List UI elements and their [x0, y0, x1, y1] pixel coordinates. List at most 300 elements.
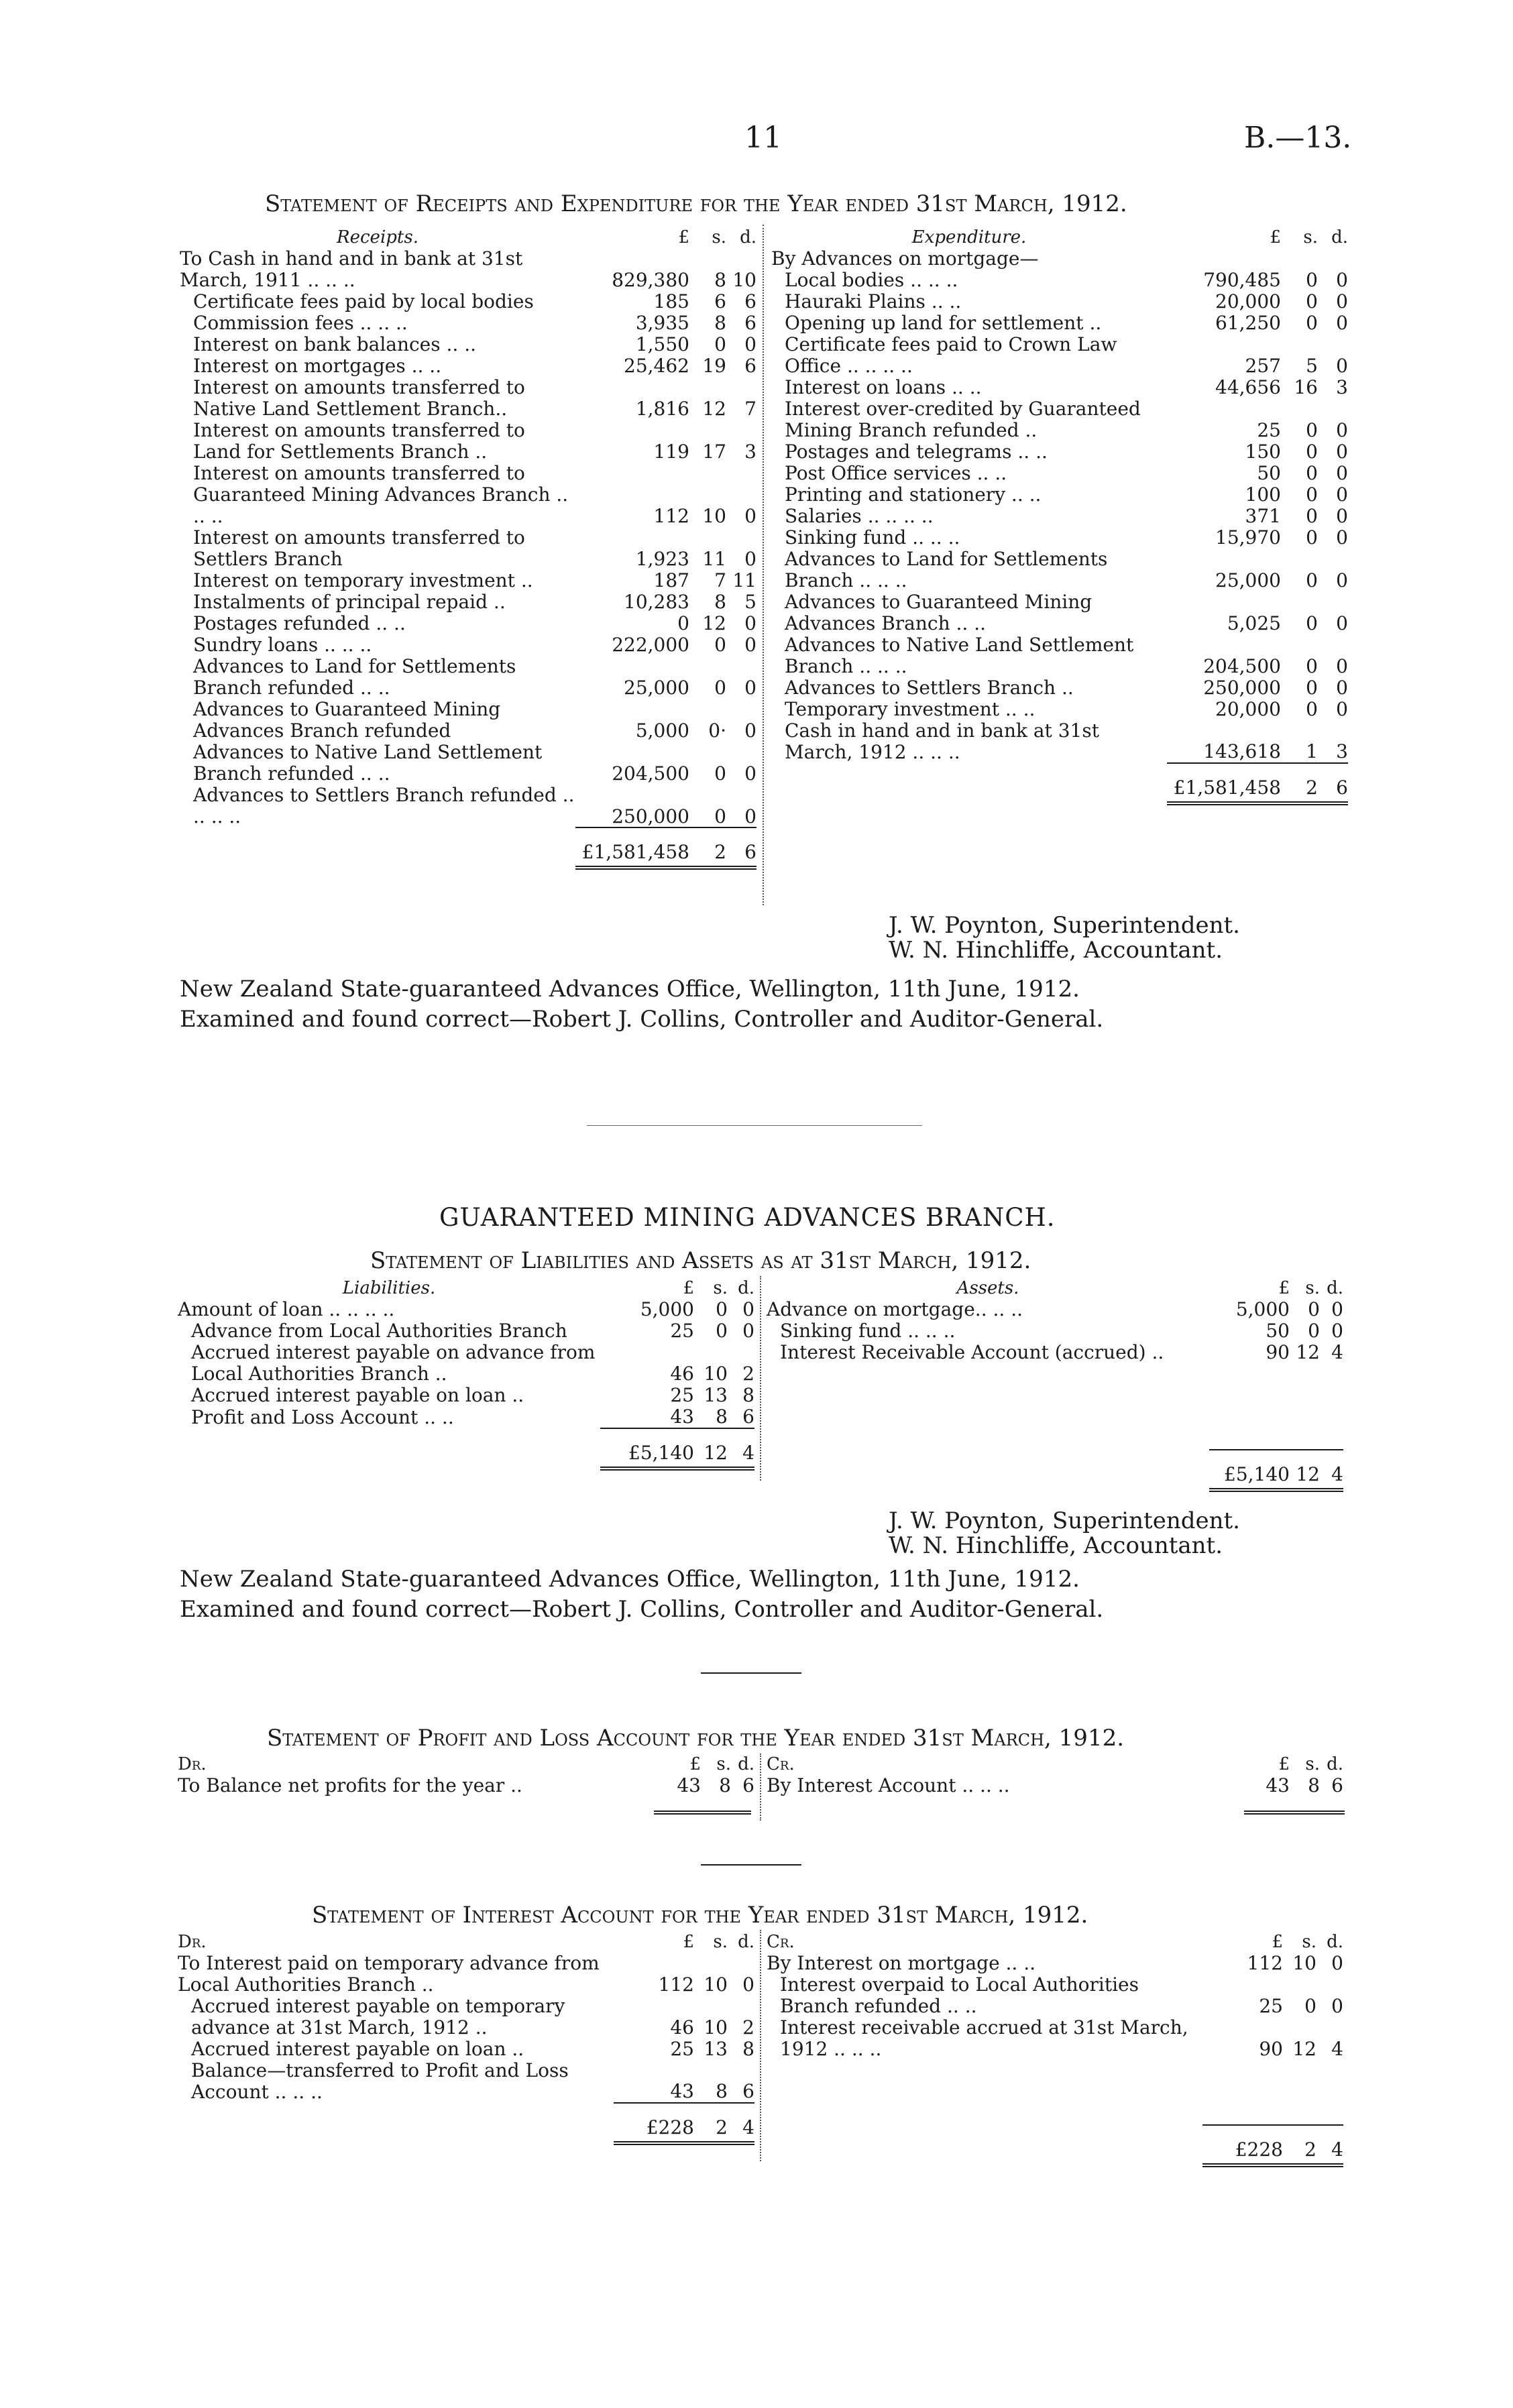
expenditure-heading: Expenditure. [911, 227, 1027, 247]
row-shillings: 0 [1306, 462, 1318, 484]
table-row [180, 377, 756, 420]
table-row [771, 441, 1348, 463]
total-row [767, 2125, 1343, 2165]
row-pence: 0 [1336, 290, 1348, 312]
row-pence: 0 [1336, 483, 1348, 506]
table-row [180, 420, 756, 463]
total-row [178, 2103, 754, 2143]
row-pence: 0 [744, 720, 756, 742]
row-description: Post Office services .. .. [785, 462, 1007, 484]
row-pence: 0 [1336, 269, 1348, 291]
row-shillings: 12 [1292, 2038, 1316, 2060]
row-pounds [1167, 248, 1281, 270]
table-row [178, 1953, 754, 1996]
row-description: Interest overpaid to Local Authorities Branch refunded .. .. [780, 1973, 1139, 2017]
row-pounds: 187 [653, 569, 689, 591]
row-description: Interest on temporary investment .. [193, 569, 533, 591]
profit-loss-title: Statement of Profit and Loss Account for the Year ended 31st March, 1912. [267, 1725, 1125, 1752]
row-shillings: 0 [1306, 441, 1318, 463]
row-description: Interest on amounts transferred to Land for Settlements Branch .. [193, 419, 525, 463]
row-pence: 0 [1336, 655, 1348, 677]
table-row [180, 613, 756, 634]
row-pence: 7 [744, 398, 756, 420]
penny-header: d. [1331, 227, 1348, 247]
liabilities-heading: Liabilities. [342, 1278, 436, 1298]
penny-header: d. [738, 1932, 754, 1952]
cr-label: Cr. [767, 1754, 795, 1774]
table-row [180, 248, 756, 291]
row-pence: 4 [1331, 1341, 1343, 1363]
row-description: Local bodies .. .. .. [785, 269, 958, 291]
row-pounds: 0 [677, 612, 689, 634]
spacer-row [767, 2060, 1343, 2125]
table-row [180, 334, 756, 355]
total-spacer [771, 763, 1167, 803]
row-shillings: 0 [714, 333, 726, 355]
table-row [767, 1775, 1343, 1796]
table-row [771, 312, 1348, 334]
row-shillings: 6 [714, 290, 726, 312]
row-shillings: 0 [1306, 419, 1318, 441]
table-row [771, 270, 1348, 291]
shilling-header: s. [713, 1278, 728, 1298]
pound-header: £ [683, 1932, 694, 1952]
row-pence: 0 [744, 505, 756, 527]
row-pence: 2 [742, 2016, 754, 2039]
row-pounds: 44,656 [1215, 376, 1281, 398]
row-shillings: 0 [714, 805, 726, 827]
row-pounds: 46 [670, 2016, 694, 2039]
table-row [767, 1974, 1343, 2017]
row-shillings: 10 [704, 1973, 728, 1996]
row-pounds: 1,923 [635, 548, 689, 570]
total-shillings: 12 [694, 1428, 728, 1469]
table-row [771, 677, 1348, 699]
row-pence: 0 [1336, 462, 1348, 484]
section-divider [701, 1672, 801, 1674]
row-shillings: 13 [704, 2038, 728, 2060]
row-pounds: 790,485 [1203, 269, 1281, 291]
spacer-cell [767, 1428, 1343, 1450]
table-row [178, 2039, 754, 2060]
row-description: Interest on mortgages .. .. [193, 355, 442, 377]
profit-loss-dr-table [178, 1754, 754, 1796]
profit-loss-cr-table [767, 1754, 1343, 1796]
table-row [771, 484, 1348, 506]
column-divider [763, 225, 764, 905]
table-row [767, 2017, 1343, 2060]
spacer-cell [767, 1406, 1343, 1428]
row-shillings: 13 [704, 1384, 728, 1406]
pound-header: £ [1278, 1754, 1290, 1774]
table-row [771, 248, 1348, 270]
row-pence: 6 [744, 290, 756, 312]
row-pounds: 43 [677, 1774, 701, 1796]
section-divider [701, 1864, 801, 1866]
row-description: By Interest Account .. .. .. [767, 1774, 1010, 1796]
row-pounds: 222,000 [612, 634, 689, 656]
row-pence: 0 [1331, 1995, 1343, 2017]
row-shillings: 10 [702, 505, 726, 527]
row-pence: 0 [1336, 419, 1348, 441]
row-shillings: 1 [1306, 740, 1318, 762]
row-shillings: 10 [1292, 1952, 1316, 1974]
table-row [178, 2060, 754, 2103]
row-pence: 6 [1331, 1774, 1343, 1796]
table-row [180, 591, 756, 613]
row-shillings: 8 [719, 1774, 731, 1796]
table-row [771, 634, 1348, 677]
row-pence: 0 [744, 634, 756, 656]
row-description: Accrued interest payable on loan .. [191, 1384, 524, 1406]
row-shillings: 8 [716, 2080, 728, 2102]
row-description: Accrued interest payable on loan .. [191, 2038, 524, 2060]
table-row [771, 506, 1348, 527]
row-pence: 0 [1336, 677, 1348, 699]
row-shillings [1281, 248, 1318, 270]
shilling-header: s. [1303, 227, 1318, 247]
row-shillings: 5 [1306, 355, 1318, 377]
table-row [178, 1385, 754, 1406]
liabilities-assets-title: Statement of Liabilities and Assets as at 31st March, 1912. [370, 1247, 1031, 1274]
row-shillings: 0 [1306, 483, 1318, 506]
row-description: Accrued interest payable on advance from Local Authorities Branch .. [191, 1341, 596, 1385]
row-shillings: 0 [1306, 526, 1318, 549]
row-pounds: 112 [653, 505, 689, 527]
table-row [180, 355, 756, 377]
row-description: To Balance net profits for the year .. [178, 1774, 522, 1796]
row-pence: 0 [744, 612, 756, 634]
total-spacer [178, 1428, 600, 1469]
pound-header: £ [1278, 1278, 1290, 1298]
row-description: Advances to Land for Settlements Branch .. .. .. [785, 548, 1108, 591]
total-pence: 4 [728, 2103, 754, 2143]
row-description: Printing and stationery .. .. [785, 483, 1042, 506]
row-pounds: 250,000 [612, 805, 689, 827]
row-pounds: 10,283 [624, 591, 689, 613]
row-description: By Interest on mortgage .. .. [767, 1952, 1036, 1974]
row-description: Postages and telegrams .. .. [785, 441, 1048, 463]
table-row [771, 398, 1348, 441]
row-description: Certificate fees paid to Crown Law Office .. .. .. .. [785, 333, 1117, 377]
expenditure-table [771, 227, 1348, 805]
spacer-row [767, 1406, 1343, 1428]
row-description: To Cash in hand and in bank at 31st March, 1911 .. .. .. [180, 247, 523, 291]
row-description: Interest Receivable Account (accrued) .. [780, 1341, 1164, 1363]
row-shillings: 0 [1308, 1298, 1320, 1320]
row-description: Balance—transferred to Profit and Loss Account .. .. .. [191, 2059, 569, 2103]
row-pence: 0 [1336, 569, 1348, 591]
row-pence: 0 [1336, 505, 1348, 527]
total-spacer [178, 2103, 614, 2143]
row-pounds: 257 [1245, 355, 1281, 377]
total-spacer [767, 2125, 1202, 2165]
shilling-header: s. [1305, 1754, 1320, 1774]
pound-header: £ [1270, 227, 1281, 247]
table-row [180, 527, 756, 570]
penny-header: d. [740, 227, 756, 247]
total-shillings: 2 [1281, 763, 1318, 803]
table-row [767, 1342, 1343, 1363]
row-pence: 4 [1331, 2038, 1343, 2060]
total-shillings: 12 [1290, 1450, 1320, 1490]
row-description: Sundry loans .. .. .. [193, 634, 372, 656]
total-rule [654, 1811, 751, 1815]
total-pounds: £5,140 [1209, 1450, 1290, 1490]
row-pence: 11 [732, 569, 756, 591]
total-pence: 6 [726, 827, 756, 868]
table-row [178, 1320, 754, 1342]
row-pounds: 25 [670, 2038, 694, 2060]
table-row [771, 527, 1348, 549]
row-pounds: 90 [1266, 1341, 1290, 1363]
shilling-header: s. [1305, 1278, 1320, 1298]
table-row [767, 1320, 1343, 1342]
total-pence: 6 [1318, 763, 1348, 803]
row-description: Advances to Guaranteed Mining Advances Branch refunded [193, 698, 501, 742]
row-pence: 5 [744, 591, 756, 613]
total-pounds: £228 [614, 2103, 694, 2143]
penny-header: d. [1327, 1932, 1343, 1952]
dr-label: Dr. [178, 1932, 207, 1952]
row-description: Interest on amounts transferred to Guaranteed Mining Advances Branch .. .. .. [193, 462, 569, 527]
row-shillings: 10 [704, 2016, 728, 2039]
table-row [180, 291, 756, 312]
row-shillings: 12 [1296, 1341, 1320, 1363]
row-pounds: 46 [670, 1363, 694, 1385]
row-pounds: 20,000 [1215, 290, 1281, 312]
table-row [180, 742, 756, 785]
row-pence: 0 [744, 548, 756, 570]
total-shillings: 2 [689, 827, 726, 868]
row-pounds: 3,935 [635, 312, 689, 334]
total-row [178, 1428, 754, 1469]
row-description: To Interest paid on temporary advance from Local Authorities Branch .. [178, 1952, 600, 1996]
table-row [180, 312, 756, 334]
row-description: Sinking fund .. .. .. [785, 526, 960, 549]
document-reference: B.—13. [1244, 121, 1352, 155]
table-row [771, 699, 1348, 720]
row-shillings: 17 [702, 441, 726, 463]
table-row [771, 591, 1348, 634]
table-row [180, 656, 756, 699]
assets-table [767, 1277, 1343, 1492]
row-description: Interest on amounts transferred to Settlers Branch [193, 526, 525, 570]
row-description: Hauraki Plains .. .. [785, 290, 962, 312]
row-shillings: 8 [1308, 1774, 1320, 1796]
row-shillings: 0 [1306, 655, 1318, 677]
row-description: Certificate fees paid by local bodies [193, 290, 534, 312]
total-pounds: £1,581,458 [1167, 763, 1281, 803]
row-pounds: 50 [1266, 1320, 1290, 1342]
row-description: Advances to Settlers Branch .. [785, 677, 1074, 699]
row-pence: 3 [1336, 376, 1348, 398]
row-pounds: 25 [670, 1320, 694, 1342]
penny-header: d. [1327, 1754, 1343, 1774]
row-description: Advances to Settlers Branch refunded .. .. .. .. [193, 784, 575, 827]
cr-label: Cr. [767, 1932, 795, 1952]
row-pounds: 25 [1257, 419, 1281, 441]
row-pounds: 61,250 [1215, 312, 1281, 334]
row-shillings: 0 [1306, 312, 1318, 334]
row-description: Advances to Land for Settlements Branch refunded .. .. [193, 655, 516, 699]
row-pounds: 185 [653, 290, 689, 312]
row-pounds: 43 [670, 1406, 694, 1428]
total-pounds: £1,581,458 [575, 827, 689, 868]
table-row [178, 1299, 754, 1320]
row-description: Interest over-credited by Guaranteed Mining Branch refunded .. [785, 398, 1141, 441]
row-pounds: 150 [1245, 441, 1281, 463]
table-row [180, 699, 756, 742]
spacer-cell [767, 1363, 1343, 1385]
row-pence: 0 [742, 1973, 754, 1996]
pound-header: £ [683, 1278, 694, 1298]
spacer-row [767, 1363, 1343, 1385]
table-row [771, 334, 1348, 377]
row-description: Opening up land for settlement .. [785, 312, 1102, 334]
table-row [178, 1996, 754, 2039]
row-pounds: 25 [670, 1384, 694, 1406]
row-description: Accrued interest payable on temporary advance at 31st March, 1912 .. [191, 1995, 565, 2039]
row-pence: 10 [732, 269, 756, 291]
receipts-heading: Receipts. [337, 227, 418, 247]
column-divider [760, 1930, 761, 2161]
row-pence: 0 [1336, 312, 1348, 334]
row-shillings: 8 [714, 591, 726, 613]
dr-label: Dr. [178, 1754, 207, 1774]
row-pounds: 143,618 [1203, 740, 1281, 762]
row-shillings: 0 [714, 762, 726, 785]
total-row [767, 1450, 1343, 1490]
row-description: Advance on mortgage.. .. .. [767, 1298, 1023, 1320]
mining-branch-heading: GUARANTEED MINING ADVANCES BRANCH. [439, 1203, 1056, 1232]
shilling-header: s. [716, 1754, 731, 1774]
total-shillings: 2 [694, 2103, 728, 2143]
pound-header: £ [1272, 1932, 1283, 1952]
signature-superintendent: J. W. Poynton, Superintendent. [889, 1507, 1240, 1534]
row-pounds: 371 [1245, 505, 1281, 527]
row-pounds: 119 [653, 441, 689, 463]
row-description: Advances to Native Land Settlement Branch refunded .. .. [193, 741, 543, 785]
table-row [178, 1775, 754, 1796]
pound-header: £ [678, 227, 689, 247]
column-divider [760, 1754, 761, 1821]
row-shillings: 11 [702, 548, 726, 570]
office-line: New Zealand State-guaranteed Advances Office, Wellington, 11th June, 1912. [180, 976, 1080, 1002]
row-description: Interest on loans .. .. [785, 376, 982, 398]
assets-heading: Assets. [956, 1278, 1019, 1298]
row-pence: 6 [742, 2080, 754, 2102]
row-shillings: 10 [704, 1363, 728, 1385]
row-description: Postages refunded .. .. [193, 612, 406, 634]
signature-accountant: W. N. Hinchliffe, Accountant. [889, 1532, 1223, 1559]
row-pence: 0 [744, 805, 756, 827]
section-divider [587, 1125, 922, 1126]
row-shillings: 0 [1306, 290, 1318, 312]
row-pounds: 25,000 [624, 677, 689, 699]
penny-header: d. [738, 1278, 754, 1298]
table-row [771, 377, 1348, 398]
row-pounds: 15,970 [1215, 526, 1281, 549]
spacer-row [767, 1385, 1343, 1406]
row-pounds: 1,550 [635, 333, 689, 355]
row-pence: 2 [742, 1363, 754, 1385]
total-pence: 4 [728, 1428, 754, 1469]
row-pence: 0 [744, 677, 756, 699]
row-pence: 0 [1331, 1298, 1343, 1320]
row-description: Temporary investment .. .. [785, 698, 1035, 720]
row-pence: 0 [742, 1320, 754, 1342]
table-row [180, 634, 756, 656]
row-shillings: 0 [1306, 612, 1318, 634]
row-description: Interest on amounts transferred to Native Land Settlement Branch.. [193, 376, 525, 420]
row-pounds: 5,000 [1235, 1298, 1290, 1320]
row-shillings: 0 [1306, 505, 1318, 527]
row-pounds: 25,462 [624, 355, 689, 377]
row-description: Interest on bank balances .. .. [193, 333, 477, 355]
row-pence: 0 [1336, 526, 1348, 549]
row-pence: 3 [744, 441, 756, 463]
total-shillings: 2 [1283, 2125, 1316, 2165]
examined-line: Examined and found correct—Robert J. Collins, Controller and Auditor-General. [180, 1006, 1104, 1033]
shilling-header: s. [1302, 1932, 1316, 1952]
row-pence: 0 [1331, 1320, 1343, 1342]
signature-superintendent: J. W. Poynton, Superintendent. [889, 912, 1240, 939]
row-shillings: 19 [702, 355, 726, 377]
row-shillings: 8 [714, 269, 726, 291]
table-row [771, 463, 1348, 484]
row-description: Advance from Local Authorities Branch [191, 1320, 567, 1342]
page-number: 11 [744, 121, 782, 155]
row-shillings: 0 [1306, 698, 1318, 720]
row-pence: 0 [1336, 698, 1348, 720]
row-pounds: 25 [1259, 1995, 1283, 2017]
row-shillings: 12 [702, 398, 726, 420]
row-pounds: 829,380 [612, 269, 689, 291]
interest-cr-table [767, 1931, 1343, 2167]
row-description: Commission fees .. .. .. [193, 312, 408, 334]
row-shillings: 0 [1306, 677, 1318, 699]
liabilities-table [178, 1277, 754, 1471]
row-description: Amount of loan .. .. .. .. [178, 1298, 395, 1320]
row-pounds: 112 [658, 1973, 694, 1996]
table-row [180, 785, 756, 827]
row-pounds: 25,000 [1215, 569, 1281, 591]
row-shillings: 8 [714, 312, 726, 334]
total-rule [1244, 1811, 1345, 1815]
row-pence: 0 [1336, 612, 1348, 634]
row-description: Sinking fund .. .. .. [780, 1320, 956, 1342]
spacer-cell [767, 1385, 1343, 1406]
row-pounds: 5,000 [635, 720, 689, 742]
row-pence: 0 [1336, 355, 1348, 377]
table-row [767, 1299, 1343, 1320]
total-spacer [767, 1450, 1209, 1490]
table-row [767, 1953, 1343, 1974]
row-shillings: 0 [716, 1298, 728, 1320]
row-pounds: 50 [1257, 462, 1281, 484]
signature-accountant: W. N. Hinchliffe, Accountant. [889, 937, 1223, 964]
row-pounds: 204,500 [612, 762, 689, 785]
row-description: Salaries .. .. .. .. [785, 505, 934, 527]
examined-line: Examined and found correct—Robert J. Collins, Controller and Auditor-General. [180, 1596, 1104, 1623]
spacer-cell [767, 2060, 1343, 2125]
row-pence: 6 [742, 1774, 754, 1796]
receipts-expenditure-title: Statement of Receipts and Expenditure for the Year ended 31st March, 1912. [265, 190, 1127, 217]
row-description: By Advances on mortgage— [771, 247, 1039, 270]
interest-account-title: Statement of Interest Account for the Year ended 31st March, 1912. [312, 1902, 1088, 1929]
row-pounds: 5,000 [640, 1298, 694, 1320]
